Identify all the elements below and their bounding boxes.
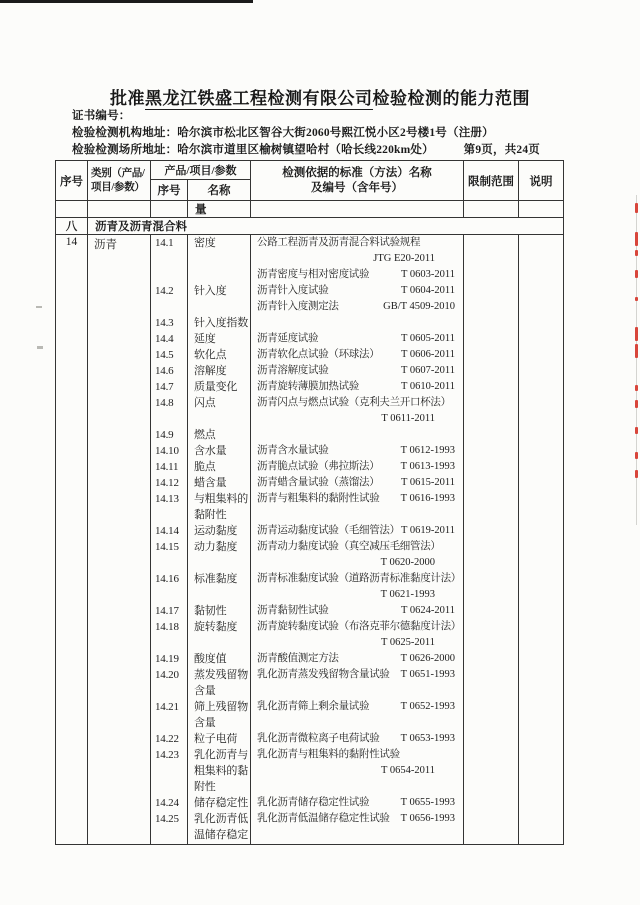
standard-line (251, 827, 463, 843)
sub-seq-no: 14.25 (155, 813, 179, 825)
standard-line (251, 475, 463, 491)
scan-speck (37, 346, 43, 349)
page-indicator: 第9页，共24页 (463, 143, 540, 156)
standard-name: 沥青密度与相对密度试验 (257, 269, 370, 280)
standard-line (251, 427, 463, 443)
parameter-name: 密度 (194, 237, 216, 249)
sub-seq-no (151, 635, 187, 651)
sub-seq-no: 14.1 (155, 237, 174, 249)
header-limit-scope: 限制范围 (464, 161, 519, 201)
sub-seq-no: 14.3 (155, 317, 174, 329)
standard-number: T 0603-2011 (401, 269, 455, 280)
header-product-group: 产品/项目/参数 (151, 161, 251, 180)
parameter-name: 粒子电荷 (194, 733, 238, 745)
sub-seq-no: 14.4 (155, 333, 174, 345)
title-prefix: 批准 (110, 89, 145, 108)
section-number: 八 (56, 218, 88, 235)
sub-seq-no (151, 715, 187, 731)
sub-seq-no: 14.16 (155, 573, 179, 585)
standard-name: 乳化沥青蒸发残留物含量试验 (257, 669, 390, 680)
standard-name: 沥青与粗集料的黏附性试验 (257, 493, 380, 504)
standard-number: T 0606-2011 (401, 349, 455, 360)
organization-address-line: 检验检测机构地址：哈尔滨市松北区智谷大街2060号熙江悦小区2号楼1号（注册） (72, 126, 494, 139)
standard-line (251, 267, 463, 283)
parameter-name: 黏附性 (194, 509, 227, 521)
header-row-1 (56, 161, 564, 180)
parameter-name: 标准黏度 (194, 573, 238, 585)
title-suffix: 检验检测的能力范围 (372, 89, 530, 108)
standard-name: 沥青含水量试验 (257, 445, 329, 456)
carryover-cell-empty (519, 201, 564, 218)
standard-line (251, 315, 463, 331)
standard-line (251, 491, 463, 507)
header-standard-line2: 及编号（含年号） (311, 181, 403, 194)
body-subno-cell (151, 235, 188, 845)
standard-line (251, 331, 463, 347)
scan-speck (36, 306, 42, 308)
standard-name: 沥青脆点试验（弗拉斯法） (257, 461, 380, 472)
sub-seq-no: 14.19 (155, 653, 179, 665)
capability-table-wrapper (55, 160, 564, 845)
red-edge-mark (635, 385, 638, 391)
sub-seq-no (151, 251, 187, 267)
standard-line (251, 347, 463, 363)
parameter-name: 延度 (194, 333, 216, 345)
carryover-cell-empty (88, 201, 151, 218)
standard-number: T 0613-1993 (400, 461, 455, 472)
header-category-line2: 项目/参数） (91, 181, 145, 193)
red-edge-mark (635, 270, 638, 278)
standard-name: 沥青软化点试验（环球法） (257, 349, 380, 360)
sub-seq-no (151, 267, 187, 283)
standard-line (251, 235, 463, 251)
standard-line (251, 731, 463, 747)
standard-name: 公路工程沥青及沥青混合料试验规程 (257, 237, 421, 248)
standard-name: 沥青闪点与燃点试验（克利夫兰开口杯法） (257, 397, 451, 408)
sub-seq-no: 14.10 (155, 445, 179, 457)
standard-number: T 0605-2011 (401, 333, 455, 344)
red-edge-mark (635, 203, 638, 213)
standard-number: T 0615-2011 (401, 477, 455, 488)
standard-line (251, 507, 463, 523)
standard-name: 沥青延度试验 (257, 333, 319, 344)
header-note: 说明 (519, 161, 564, 201)
capability-table (55, 160, 564, 845)
sub-seq-no: 14.24 (155, 797, 179, 809)
standard-line (251, 411, 463, 427)
standard-number: T 0651-1993 (400, 669, 455, 680)
standard-line (251, 363, 463, 379)
standard-name: 沥青动力黏度试验（真空减压毛细管法） (257, 541, 441, 552)
sub-seq-no (151, 507, 187, 523)
standard-line (251, 667, 463, 683)
sub-seq-no: 14.15 (155, 541, 179, 553)
parameter-name: 黏韧性 (194, 605, 227, 617)
parameter-name: 针入度指数 (194, 317, 248, 329)
standard-name: 乳化沥青微粒离子电荷试验 (257, 733, 380, 744)
sub-seq-no: 14.11 (155, 461, 179, 473)
sub-seq-no: 14.23 (155, 749, 179, 761)
header-sub-name: 名称 (188, 180, 251, 201)
standard-name: 乳化沥青低温储存稳定性试验 (257, 813, 390, 824)
parameter-name: 蜡含量 (194, 477, 227, 489)
standard-name: 乳化沥青储存稳定性试验 (257, 797, 370, 808)
site-address-line: 检验检测场所地址：哈尔滨市道里区榆树镇望哈村（哈长线220km处） (72, 143, 434, 156)
standard-number: T 0620-2000 (380, 557, 435, 568)
sub-seq-no: 14.8 (155, 397, 174, 409)
standard-line (251, 811, 463, 827)
parameter-name: 质量变化 (194, 381, 238, 393)
certificate-number-line: 证书编号： (72, 110, 131, 122)
standard-number: T 0652-1993 (400, 701, 455, 712)
parameter-name: 含量 (194, 717, 216, 729)
standard-line (251, 443, 463, 459)
standard-name: 乳化沥青与粗集料的黏附性试验 (257, 749, 400, 760)
standard-number: T 0621-1993 (380, 589, 435, 600)
sub-seq-no: 14.18 (155, 621, 179, 633)
sub-seq-no (151, 683, 187, 699)
body-name-cell (188, 235, 251, 845)
standard-line (251, 539, 463, 555)
sub-seq-no (151, 827, 187, 843)
standard-name: 沥青针入度测定法 (257, 301, 339, 312)
parameter-name (188, 555, 250, 571)
carryover-row (56, 201, 564, 218)
standard-number: T 0616-1993 (400, 493, 455, 504)
section-label: 沥青及沥青混合料 (88, 218, 564, 235)
standard-name: 沥青旋转薄膜加热试验 (257, 381, 359, 392)
standard-name: 沥青标准黏度试验（道路沥青标准黏度计法） (257, 573, 461, 584)
parameter-name: 含量 (194, 685, 216, 697)
standard-line (251, 651, 463, 667)
standard-line (251, 283, 463, 299)
standard-number: T 0656-1993 (400, 813, 455, 824)
carryover-cell-empty (251, 201, 464, 218)
body-standard-cell (251, 235, 464, 845)
carryover-cell-empty (56, 201, 88, 218)
main-body-row (56, 235, 564, 845)
parameter-name: 筛上残留物 (194, 701, 248, 713)
header-sub-seq-no: 序号 (151, 180, 188, 201)
red-edge-mark (635, 400, 638, 408)
parameter-name (188, 267, 250, 283)
sub-seq-no (151, 587, 187, 603)
standard-line (251, 795, 463, 811)
red-edge-mark (635, 470, 638, 478)
body-standard-stack (251, 235, 463, 843)
standard-line (251, 715, 463, 731)
sub-seq-no: 14.6 (155, 365, 174, 377)
carryover-cell-empty (464, 201, 519, 218)
sub-seq-no: 14.13 (155, 493, 179, 505)
sub-seq-no: 14.12 (155, 477, 179, 489)
standard-line (251, 251, 463, 267)
parameter-name (188, 635, 250, 651)
sub-seq-no (151, 299, 187, 315)
parameter-name: 含水量 (194, 445, 227, 457)
main-seq-no: 14 (56, 235, 88, 845)
standard-line (251, 699, 463, 715)
sub-seq-no (151, 763, 187, 779)
sub-seq-no: 14.5 (155, 349, 174, 361)
sub-seq-no: 14.7 (155, 381, 174, 393)
standard-number: T 0653-1993 (400, 733, 455, 744)
parameter-name: 软化点 (194, 349, 227, 361)
standard-number: T 0619-2011 (401, 525, 455, 536)
standard-line (251, 635, 463, 651)
parameter-name: 酸度值 (194, 653, 227, 665)
parameter-name: 蒸发残留物 (194, 669, 248, 681)
sub-seq-no: 14.21 (155, 701, 179, 713)
red-edge-mark (635, 232, 638, 246)
standard-line (251, 763, 463, 779)
parameter-name: 燃点 (194, 429, 216, 441)
parameter-name: 乳化沥青低 (194, 813, 248, 825)
standard-name: 沥青针入度试验 (257, 285, 329, 296)
sub-seq-no: 14.9 (155, 429, 174, 441)
body-note-cell (519, 235, 564, 845)
sub-seq-no: 14.20 (155, 669, 179, 681)
standard-name: 沥青蜡含量试验（蒸馏法） (257, 477, 380, 488)
document-title (0, 84, 640, 109)
standard-line (251, 555, 463, 571)
standard-line (251, 603, 463, 619)
header-category (88, 161, 151, 201)
standard-number: T 0610-2011 (401, 381, 455, 392)
standard-name: 沥青黏韧性试验 (257, 605, 329, 616)
sub-seq-no: 14.2 (155, 285, 174, 297)
standard-number: JTG E20-2011 (373, 253, 435, 264)
standard-number: T 0625-2011 (381, 637, 435, 648)
parameter-name (188, 411, 250, 427)
parameter-name: 温储存稳定 (194, 829, 248, 841)
parameter-name: 动力黏度 (194, 541, 238, 553)
sub-seq-no: 14.22 (155, 733, 179, 745)
sub-seq-no (151, 411, 187, 427)
parameter-name (188, 587, 250, 603)
standard-line (251, 747, 463, 763)
parameter-name: 脆点 (194, 461, 216, 473)
standard-name: 沥青溶解度试验 (257, 365, 329, 376)
sub-seq-no: 14.17 (155, 605, 179, 617)
standard-line (251, 299, 463, 315)
standard-number: T 0611-2011 (381, 413, 435, 424)
header-seq-no: 序号 (56, 161, 88, 201)
standard-line (251, 395, 463, 411)
standard-number: T 0626-2000 (400, 653, 455, 664)
standard-number: T 0624-2011 (401, 605, 455, 616)
standard-name: 沥青酸值测定方法 (257, 653, 339, 664)
red-edge-mark (635, 427, 638, 434)
red-edge-mark (635, 327, 638, 341)
standard-number: T 0604-2011 (401, 285, 455, 296)
standard-number: T 0607-2011 (401, 365, 455, 376)
parameter-name: 溶解度 (194, 365, 227, 377)
body-name-stack (188, 235, 250, 843)
header-standard-line1: 检测依据的标准（方法）名称 (282, 166, 432, 179)
standard-line (251, 459, 463, 475)
sub-seq-no (151, 779, 187, 795)
parameter-name: 针入度 (194, 285, 227, 297)
carryover-cell-empty (151, 201, 188, 218)
sub-seq-no (151, 555, 187, 571)
standard-line (251, 587, 463, 603)
standard-line (251, 619, 463, 635)
certificate-info-block (72, 108, 563, 158)
header-category-line1: 类别（产品/ (91, 167, 145, 179)
sub-seq-no: 14.14 (155, 525, 179, 537)
main-category: 沥青 (88, 235, 151, 845)
standard-number: GB/T 4509-2010 (383, 301, 455, 312)
carryover-name-value: 量 (188, 201, 251, 218)
standard-name: 沥青运动黏度试验（毛细管法） (257, 525, 400, 536)
standard-line (251, 379, 463, 395)
section-row (56, 218, 564, 235)
parameter-name: 粗集料的黏 (194, 765, 248, 777)
body-limit-cell (464, 235, 519, 845)
red-edge-mark (635, 250, 638, 256)
header-standard (251, 161, 464, 201)
standard-number: T 0654-2011 (381, 765, 435, 776)
red-edge-mark (635, 297, 638, 301)
title-company-name: 黑龙江铁盛工程检测有限公司 (145, 89, 373, 108)
standard-name: 乳化沥青筛上剩余量试验 (257, 701, 370, 712)
body-subno-stack (151, 235, 187, 843)
standard-number: T 0655-1993 (400, 797, 455, 808)
parameter-name: 乳化沥青与 (194, 749, 248, 761)
standard-line (251, 779, 463, 795)
parameter-name: 储存稳定性 (194, 797, 248, 809)
red-edge-mark (635, 452, 638, 459)
standard-line (251, 571, 463, 587)
red-edge-mark (635, 344, 638, 358)
parameter-name: 运动黏度 (194, 525, 238, 537)
parameter-name (188, 299, 250, 315)
standard-line (251, 523, 463, 539)
parameter-name: 附性 (194, 781, 216, 793)
standard-line (251, 683, 463, 699)
parameter-name: 闪点 (194, 397, 216, 409)
parameter-name: 旋转黏度 (194, 621, 238, 633)
standard-number: T 0612-1993 (400, 445, 455, 456)
scan-artifact-top-strip (0, 0, 253, 3)
parameter-name: 与粗集料的 (194, 493, 248, 505)
parameter-name (188, 251, 250, 267)
standard-name: 沥青旋转黏度试验（布洛克菲尔德黏度计法） (257, 621, 461, 632)
